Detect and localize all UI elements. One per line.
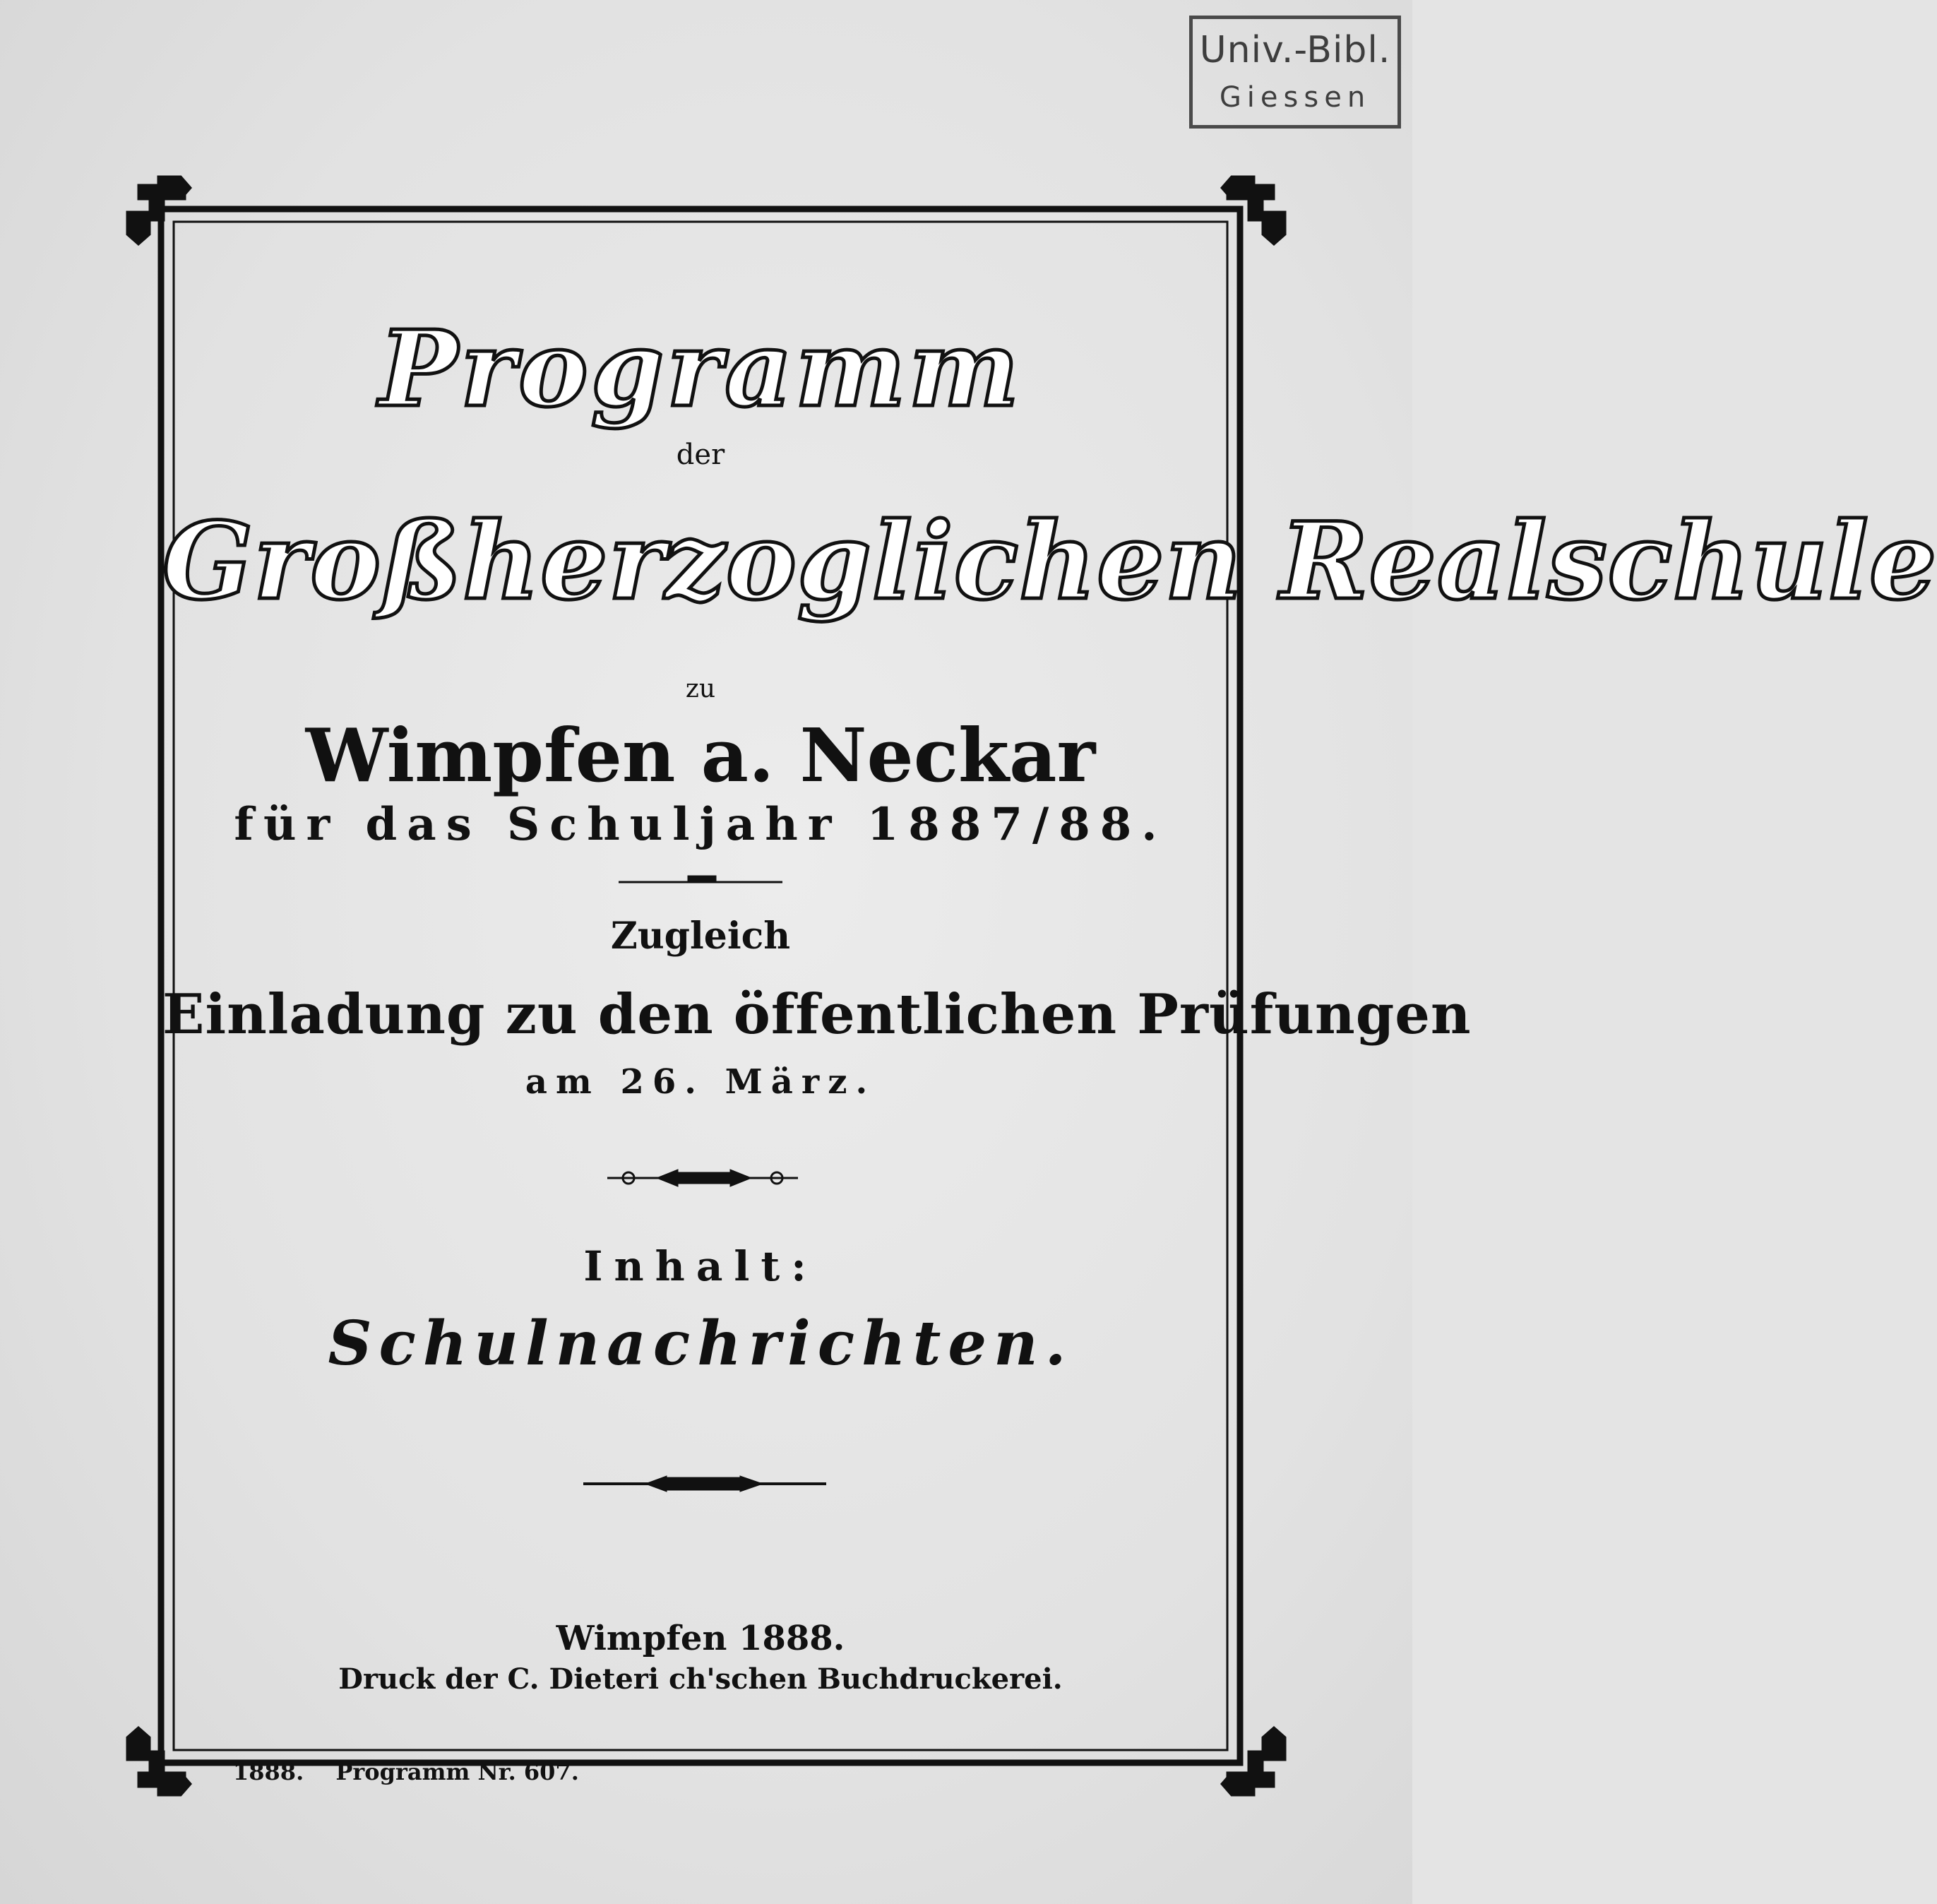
article-der: der (676, 439, 725, 471)
also-label: Zugleich (610, 915, 791, 958)
school-location: Wimpfen a. Neckar (305, 712, 1096, 799)
stamp-line-1: Univ.-Bibl. (1199, 29, 1391, 71)
imprint-place-year: Wimpfen 1888. (556, 1619, 845, 1658)
stamp-line-2: Giessen (1219, 81, 1371, 114)
program-number-footer (233, 1759, 603, 1785)
exam-invitation: Einladung zu den öffentlichen Prüfungen (162, 982, 1472, 1047)
school-name: Großherzoglichen Realschule (162, 499, 1937, 624)
ornament-divider-bottom (583, 1476, 826, 1492)
ornament-divider-middle (607, 1170, 798, 1186)
contents-label: Inhalt: (583, 1242, 818, 1290)
footer-year: 1888. (233, 1759, 304, 1785)
footer-program-number: Programm Nr. 607. (335, 1759, 579, 1785)
divider-rule-top (619, 876, 782, 883)
imprint-printer: Druck der C. Dieteri ch'schen Buchdruckerei. (338, 1662, 1063, 1696)
contents-title: Schulnachrichten. (328, 1308, 1073, 1379)
program-title: Programm (379, 307, 1023, 430)
school-year: für das Schuljahr 1887/88. (234, 798, 1167, 851)
preposition-zu: zu (685, 674, 716, 703)
exam-date: am 26. März. (525, 1062, 876, 1102)
